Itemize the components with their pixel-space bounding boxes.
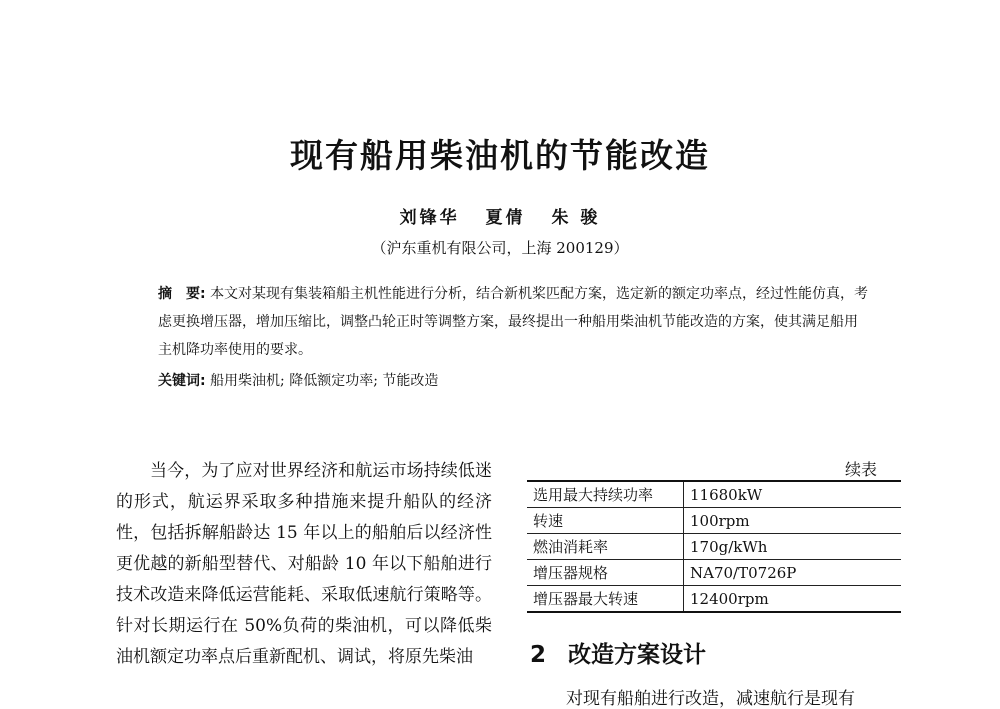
keywords-text: 船用柴油机; 降低额定功率; 节能改造 xyxy=(210,373,439,389)
author-2: 夏倩 xyxy=(485,208,526,228)
table-cell-value: 100rpm xyxy=(684,508,902,534)
table-row xyxy=(527,560,901,586)
section-number: 2 xyxy=(530,642,547,668)
body-right-text: 对现有船舶进行改造，减速航行是现有 xyxy=(566,689,855,709)
intro-paragraph: 当今，为了应对世界经济和航运市场持续低迷的形式，航运界采取多种措施来提升船队的经济性，包括拆解船龄达 15 年以上的船舶后以经济性更优越的新船型替代、对船龄 10 年以下船舶进行技术改造来降低运营能耗、采取低速航行策略等。针对长期运行在 50%负荷的柴油机，可以降低柴油机额定功率点后重新配机、调试，将原先柴油 xyxy=(116,461,492,667)
table-cell-param: 燃油消耗率 xyxy=(527,534,684,560)
affiliation: （沪东重机有限公司，上海 200129） xyxy=(371,239,629,257)
table-cell-value: 11680kW xyxy=(684,481,902,508)
table-continued-label: 续表 xyxy=(845,460,878,479)
section-title: 改造方案设计 xyxy=(568,642,707,668)
paper-title: 现有船用柴油机的节能改造 xyxy=(290,136,710,175)
table-row xyxy=(527,586,901,613)
abstract-text: 本文对某现有集装箱船主机性能进行分析，结合新机桨匹配方案，选定新的额定功率点，经过性能仿真，考虑更换增压器，增加压缩比，调整凸轮正时等调整方案，最终提出一种船用柴油机节能改造的方案，使其满足船用主机降功率使用的要求。 xyxy=(158,286,869,358)
table-cell-value: 12400rpm xyxy=(684,586,902,613)
table-row xyxy=(527,508,901,534)
abstract xyxy=(158,280,870,364)
table-cell-param: 增压器规格 xyxy=(527,560,684,586)
table-cell-value: 170g/kWh xyxy=(684,534,902,560)
abstract-label: 摘 要: xyxy=(158,286,206,302)
author-3: 朱 骏 xyxy=(551,208,601,228)
body-left-column xyxy=(116,456,492,673)
table-cell-param: 增压器最大转速 xyxy=(527,586,684,613)
table-cell-param: 转速 xyxy=(527,508,684,534)
keywords xyxy=(158,370,870,390)
table-cell-param: 选用最大持续功率 xyxy=(527,481,684,508)
author-list xyxy=(0,203,1000,228)
keywords-label: 关键词: xyxy=(158,373,206,389)
spec-table xyxy=(527,480,901,613)
table-row xyxy=(527,481,901,508)
author-1: 刘锋华 xyxy=(399,208,460,228)
table-row xyxy=(527,534,901,560)
table-cell-value: NA70/T0726P xyxy=(684,560,902,586)
section-heading xyxy=(530,636,706,669)
